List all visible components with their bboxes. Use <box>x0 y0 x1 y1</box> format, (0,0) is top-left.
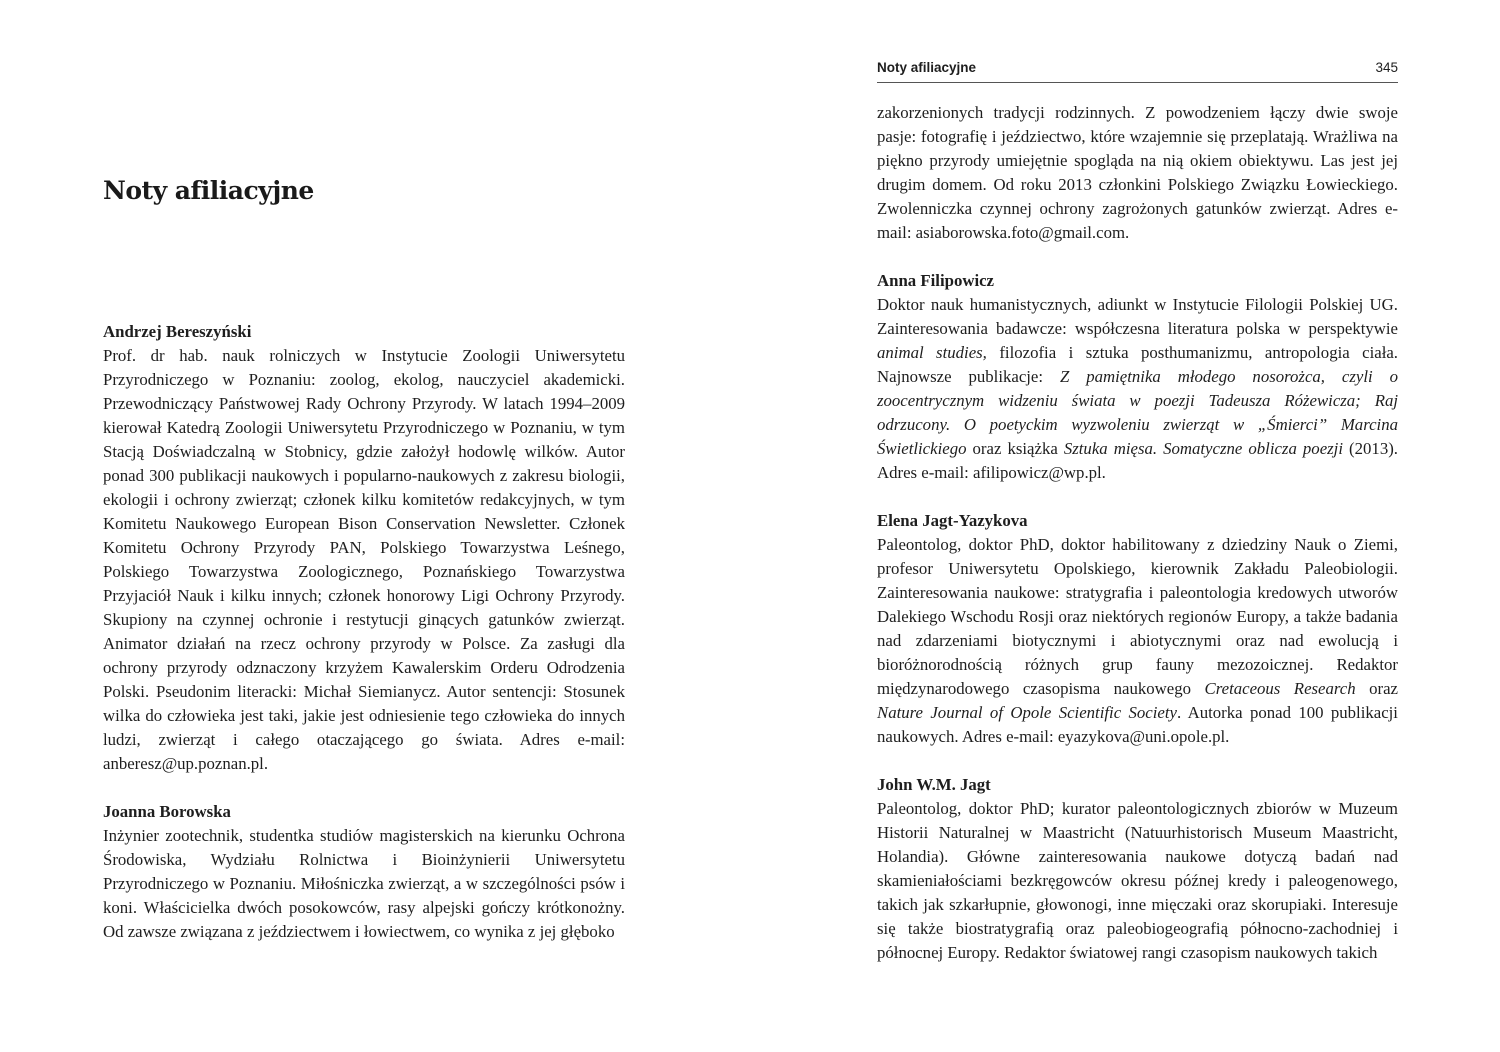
text-run: oraz książka <box>966 439 1064 458</box>
entry-name: John W.M. Jagt <box>877 775 991 794</box>
text-run: oraz <box>1355 679 1399 698</box>
continuation-text: zakorzenionych tradycji rodzinnych. Z powodzeniem łączy dwie swoje pasje: fotografię i jeździectwo, które wzajemnie się przeplatają. Wrażliwa na piękno przyrody umiejętnie spogląda na nią okiem obiektywu. Las jest jej drugim domem. Od roku 2013 członkini Polskiego Związku Łowieckiego. Zwolenniczka czynnej ochrony zagrożonych gatunków zwierząt. Adres e-mail: asiaborowska.foto@gmail.com. <box>877 103 1398 242</box>
entry-text: Paleontolog, doktor PhD; kurator paleontologicznych zbiorów w Muzeum Historii Naturalnej w Maastricht (Natuurhistorisch Museum Maastricht, Holandia). Główne zainteresowania naukowe dotyczą badań nad skamieniałościami bezkręgowców okresu późnej kredy i paleogenowego, takich jak szkarłupnie, głowonogi, inne mięczaki oraz skorupiaki. Interesuje się także biostratygrafią oraz paleobiogeografią północno-zachodniej i północnej Europy. Redaktor światowej rangi czasopism naukowych takich <box>877 799 1398 962</box>
page-number: 345 <box>1375 60 1398 75</box>
entry-name: Elena Jagt-Yazykova <box>877 511 1028 530</box>
right-page <box>877 0 1398 1052</box>
entry-text: Prof. dr hab. nauk rolniczych w Instytucie Zoologii Uniwersytetu Przyrodniczego w Poznaniu: zoolog, ekolog, nauczyciel akademicki. Przewodniczący Państwowej Rady Ochrony Przyrody. W latach 1994–2009 kierował Katedrą Zoologii Uniwersytetu Przyrodniczego w Poznaniu, w tym Stacją Doświadczalną w Stobnicy, gdzie założył hodowlę wilków. Autor ponad 300 publikacji naukowych i popularno-naukowych z zakresu biologii, ekologii i ochrony zwierząt; członek kilku komitetów redakcyjnych, w tym Komitetu Naukowego European Bison Conservation Newsletter. Członek Komitetu Ochrony Przyrody PAN, Polskiego Towarzystwa Leśnego, Polskiego Towarzystwa Zoologicznego, Poznańskiego Towarzystwa Przyjaciół Nauk i kilku innych; członek honorowy Ligi Ochrony Przyrody. Skupiony na czynnej ochronie i restytucji ginących gatunków zwierząt. Animator działań na rzecz ochrony przyrody w Polsce. Za zasługi dla ochrony przyrody odznaczony krzyżem Kawalerskim Orderu Odrodzenia Polski. Pseudonim literacki: Michał Siemianycz. Autor sentencji: Stosunek wilka do człowieka jest taki, jakie jest odniesienie tego człowieka do innych ludzi, zwierząt i całego otaczającego go świata. Adres e-mail: anberesz@up.poznan.pl. <box>103 346 625 773</box>
entry-name: Anna Filipowicz <box>877 271 995 290</box>
text-run: filozofia i sztuka posthumanizmu, antropologia ciała. Najnowsze publikacje: <box>877 343 1398 386</box>
entry-text <box>877 293 1398 485</box>
text-run: (2013). Adres e-mail: afilipowicz@wp.pl. <box>877 439 1398 482</box>
right-text-column <box>877 101 1398 989</box>
entry-name: Joanna Borowska <box>103 802 231 821</box>
italic-run: animal studies, <box>877 343 987 362</box>
running-head-title: Noty afiliacyjne <box>877 60 977 75</box>
italic-run: Cretaceous Research <box>1204 679 1356 698</box>
entry-continuation <box>877 101 1398 245</box>
entry-john-jagt <box>877 773 1398 965</box>
chapter-title: Noty afiliacyjne <box>103 176 314 205</box>
entry-text <box>877 533 1398 749</box>
entry-anna-filipowicz <box>877 269 1398 485</box>
running-head <box>877 60 1398 83</box>
text-run: . Autorka ponad 100 publikacji naukowych. Adres e-mail: eyazykova@uni.opole.pl. <box>877 703 1398 746</box>
entry-name: Andrzej Bereszyński <box>103 322 252 341</box>
text-run: Paleontolog, doktor PhD, doktor habilitowany z dziedziny Nauk o Ziemi, profesor Uniwersytetu Opolskiego, kierownik Zakładu Paleobiologii. Zainteresowania naukowe: stratygrafia i paleontologia kredowych utworów Dalekiego Wschodu Rosji oraz niektórych regionów Europy, a także badania nad zdarzeniami biotycznymi i abiotycznymi oraz nad ewolucją i bioróżnorodnością różnych grup fauny mezozoicznej. Redaktor międzynarodowego czasopisma naukowego <box>877 535 1398 698</box>
text-run: Doktor nauk humanistycznych, adiunkt w Instytucie Filologii Polskiej UG. Zainteresowania badawcze: współczesna literatura polska w perspektywie <box>877 295 1398 338</box>
entry-joanna-borowska <box>103 800 625 944</box>
entry-elena-jagt-yazykova <box>877 509 1398 749</box>
italic-run: Nature Journal of Opole Scientific Society <box>877 703 1177 722</box>
italic-run: Z pamiętnika młodego nosorożca, czyli o zoocentrycznym widzeniu świata w poezji Tadeusza Różewicza; Raj odrzucony. O poetyckim wyzwoleniu zwierząt w „Śmierci” Marcina Świetlickiego <box>877 367 1398 458</box>
entry-text: Inżynier zootechnik, studentka studiów magisterskich na kierunku Ochrona Środowiska, Wydziału Rolnictwa i Bioinżynierii Uniwersytetu Przyrodniczego w Poznaniu. Miłośniczka zwierząt, a w szczególności psów i koni. Właścicielka dwóch posokowców, rasy alpejski gończy krótkonożny. Od zawsze związana z jeździectwem i łowiectwem, co wynika z jej głęboko <box>103 826 625 941</box>
left-text-column <box>103 320 625 968</box>
italic-run: Sztuka mięsa. Somatyczne oblicza poezji <box>1063 439 1343 458</box>
left-page <box>103 0 625 1052</box>
entry-andrzej-bereszynski <box>103 320 625 776</box>
